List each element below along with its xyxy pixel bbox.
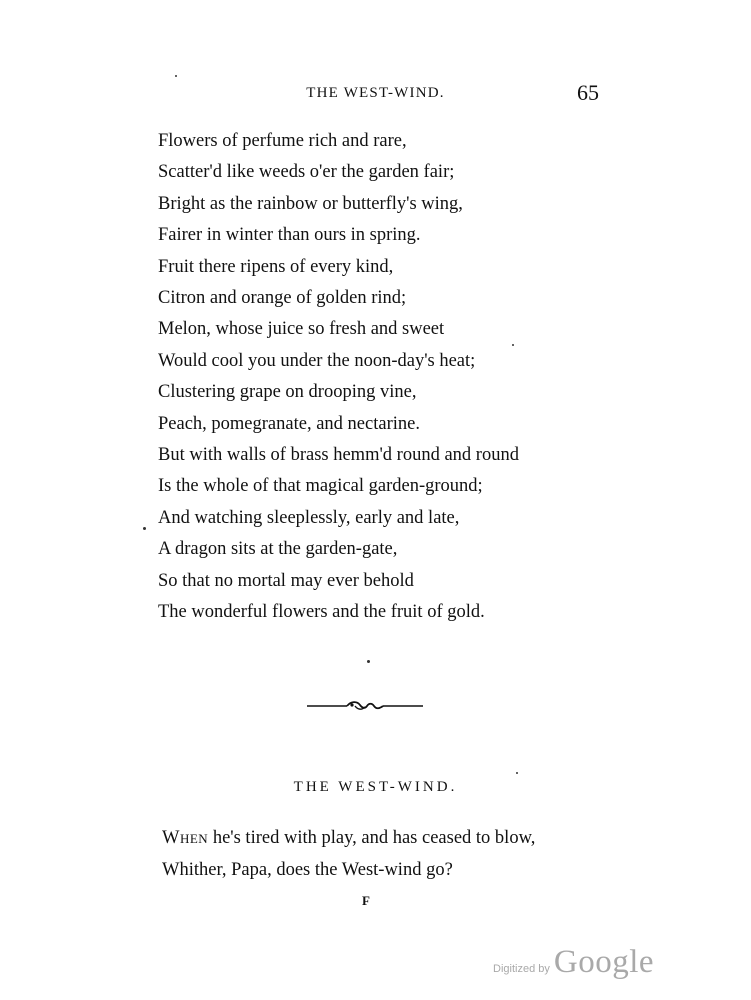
watermark-prefix: Digitized by [493, 963, 550, 975]
verse-line: Peach, pomegranate, and nectarine. [158, 413, 420, 434]
google-logo: Google [553, 944, 655, 980]
verse-line: Melon, whose juice so fresh and sweet [158, 319, 445, 340]
ornament-divider-icon [305, 698, 425, 714]
verse-line [162, 822, 535, 854]
scan-speck [175, 75, 177, 77]
verse-line: Clustering grape on drooping vine, [158, 382, 417, 403]
verse-line: Scatter'd like weeds o'er the garden fair; [158, 162, 455, 183]
verse-line: Bright as the rainbow or butterfly's wing, [158, 193, 463, 214]
initial-word: When [162, 828, 209, 848]
verse-line: And watching sleeplessly, early and late, [158, 507, 460, 528]
verse-line: Is the whole of that magical garden-ground; [158, 476, 483, 497]
verse-line: Flowers of perfume rich and rare, [158, 131, 407, 151]
scan-speck [516, 772, 518, 774]
running-title: THE WEST-WIND. [306, 85, 445, 101]
verse-line: Fruit there ripens of every kind, [158, 256, 394, 277]
verse-line-rest: he's tired with play, and has ceased to blow, [208, 828, 536, 848]
verse-line: A dragon sits at the garden-gate, [158, 539, 398, 560]
poem-stanza [158, 126, 519, 629]
poem-title: THE WEST-WIND. [293, 779, 458, 795]
scan-speck [367, 660, 370, 663]
poem-opening [162, 822, 535, 886]
signature-mark: F [362, 893, 370, 908]
verse-line: Citron and orange of golden rind; [158, 288, 407, 309]
verse-line: So that no mortal may ever behold [158, 570, 414, 591]
digitized-watermark [493, 944, 654, 981]
verse-line: Would cool you under the noon-day's heat; [158, 350, 476, 371]
scan-speck [512, 344, 514, 346]
verse-line: The wonderful flowers and the fruit of gold. [158, 602, 485, 623]
page-number: 65 [577, 80, 599, 105]
verse-line: Fairer in winter than ours in spring. [158, 225, 421, 246]
verse-line: But with walls of brass hemm'd round and round [158, 445, 519, 466]
verse-line: Whither, Papa, does the West-wind go? [162, 860, 453, 880]
scan-speck [143, 527, 146, 530]
